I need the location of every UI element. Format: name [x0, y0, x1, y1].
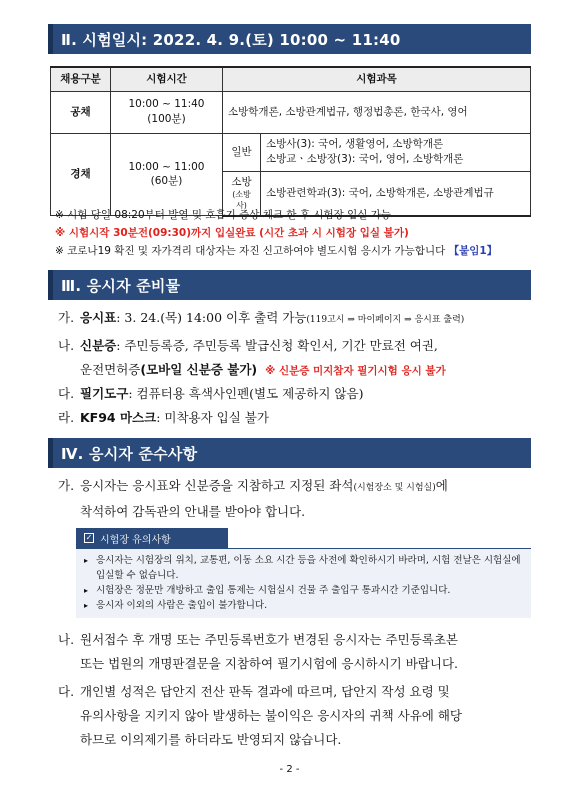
- rule-name-change: [58, 628, 534, 676]
- note-covid: [55, 244, 497, 258]
- item-text: 하므로 이의제기를 하더라도 반영되지 않습니다.: [80, 732, 342, 747]
- cell-type-public: 공채: [51, 91, 111, 133]
- item-mask: [58, 406, 534, 430]
- header-accent-bar: [48, 270, 53, 300]
- item-small-text: (119고시 ⇒ 마이페이지 ⇒ 응시표 출력): [306, 315, 465, 325]
- page-number: - 2 -: [279, 764, 300, 775]
- fire-label: 소방: [231, 175, 252, 188]
- item-text: 개인별 성적은 답안지 전산 판독 결과에 따르며, 답안지 작성 요령 및: [80, 684, 450, 699]
- note-entry-deadline: ※ 시험시작 30분전(09:30)까지 입실완료 (시간 초과 시 시험장 입실 불가): [55, 227, 409, 239]
- item-text: : 컴퓨터용 흑색사인펜(별도 제공하지 않음): [128, 386, 364, 401]
- table-row-public: [51, 91, 531, 133]
- general-line-1: 소방사(3): 국어, 생활영어, 소방학개론: [266, 138, 444, 151]
- note-covid-text: ※ 코로나19 확진 및 자가격리 대상자는 자진 신고하여야 별도시험 응시가 가능합니다: [55, 245, 446, 257]
- table-header-row: [51, 67, 531, 91]
- item-text: 착석하여 감독관의 안내를 받아야 합니다.: [80, 504, 306, 519]
- notice-title-tab: [76, 528, 228, 548]
- notice-item: ▸ 시험장은 정문만 개방하고 출입 통제는 시험실시 건물 주 출입구 통과시간 기준입니다.: [84, 583, 523, 598]
- item-number: 다.: [58, 684, 75, 699]
- checkbox-icon: ✓: [85, 533, 93, 542]
- notice-box: [76, 548, 531, 618]
- cell-general-subjects: [261, 133, 531, 171]
- header-accent-bar: [48, 438, 53, 468]
- col-header-subjects: 시험과목: [223, 67, 531, 91]
- note-arrival: ※ 시험 당일 08:20부터 발열 및 호흡기 증상 체크 한 후 시험장 입실 가능: [55, 209, 392, 221]
- fire-sub-label: (소방사): [232, 190, 251, 211]
- cell-type-career: 경채: [51, 133, 111, 216]
- item-text: 또는 법원의 개명판결문을 지참하여 필기시험에 응시하시기 바랍니다.: [80, 656, 458, 671]
- col-header-time: 시험시간: [111, 67, 223, 91]
- section-4-title: Ⅳ. 응시자 준수사항: [61, 444, 198, 463]
- item-label: KF94 마스크: [80, 410, 157, 425]
- item-text: : 3. 24.(목) 14:00 이후 출력 가능: [116, 310, 307, 325]
- item-text: 응시자는 응시표와 신분증을 지참하고 지정된 좌석: [80, 478, 354, 493]
- cell-general-label: 일반: [223, 133, 261, 171]
- general-line-2: 소방교ㆍ소방장(3): 국어, 영어, 소방학개론: [266, 153, 464, 165]
- col-header-type: 채용구분: [51, 67, 111, 91]
- item-writing-tools: [58, 382, 534, 406]
- item-text: : 미착용자 입실 불가: [156, 410, 269, 425]
- header-accent-bar: [48, 24, 53, 54]
- rule-grading: [58, 680, 534, 752]
- item-number: 라.: [58, 410, 75, 425]
- item-number: 나.: [58, 338, 75, 353]
- item-number: 나.: [58, 632, 75, 647]
- item-label: 필기도구: [80, 386, 129, 401]
- section-3-title: Ⅲ. 응시자 준비물: [61, 276, 181, 295]
- cell-subjects-public: 소방학개론, 소방관계법규, 행정법총론, 한국사, 영어: [223, 91, 531, 133]
- item-text: : 주민등록증, 주민등록 발급신청 확인서, 기간 만료전 여권,: [116, 338, 438, 353]
- item-text: 운전면허증: [80, 362, 141, 377]
- notice-title: 시험장 유의사항: [100, 534, 171, 546]
- item-number: 가.: [58, 310, 75, 325]
- attachment-ref-link[interactable]: 【붙임1】: [448, 245, 498, 257]
- item-text: 유의사항을 지키지 않아 발생하는 불이익은 응시자의 귀책 사유에 해당: [80, 708, 462, 723]
- section-4-header: [48, 438, 531, 468]
- section-2-header: [48, 24, 531, 54]
- section-3-header: [48, 270, 531, 300]
- item-warning: ※ 신분증 미지참자 필기시험 응시 불가: [265, 365, 446, 377]
- item-text: 에: [435, 478, 448, 493]
- item-small-text: (시험장소 및 시험실): [353, 483, 436, 493]
- item-label: 신분증: [80, 338, 117, 353]
- item-label: 응시표: [80, 310, 117, 325]
- section-2-title: Ⅱ. 시험일시: 2022. 4. 9.(토) 10:00 ~ 11:40: [61, 30, 401, 49]
- item-number: 가.: [58, 478, 75, 493]
- notice-item: ▸ 응시자는 시험장의 위치, 교통편, 이동 소요 시간 등을 사전에 확인하시기 바라며, 시험 전날은 시험실에 입실할 수 없습니다.: [84, 553, 523, 583]
- table-row-career-general: [51, 133, 531, 171]
- duration-career: (60분): [150, 175, 183, 188]
- cell-time-career: [111, 133, 223, 216]
- cell-fire-subjects: 소방관련학과(3): 국어, 소방학개론, 소방관계법규: [261, 171, 531, 216]
- rule-seat: [58, 474, 534, 524]
- item-bold-text: (모바일 신분증 불가): [140, 362, 258, 377]
- item-number: 다.: [58, 386, 75, 401]
- time-career: 10:00 ~ 11:00: [128, 160, 205, 173]
- item-text: 원서접수 후 개명 또는 주민등록번호가 변경된 응시자는 주민등록초본: [80, 632, 458, 647]
- item-admission-ticket: [58, 306, 534, 332]
- duration-public: (100분): [147, 113, 186, 125]
- exam-schedule-table: [50, 66, 531, 217]
- time-public: 10:00 ~ 11:40: [128, 98, 205, 111]
- item-id-card: [58, 334, 534, 383]
- cell-time-public: [111, 91, 223, 133]
- notice-item: ▸ 응시자 이외의 사람은 출입이 불가합니다.: [84, 598, 523, 613]
